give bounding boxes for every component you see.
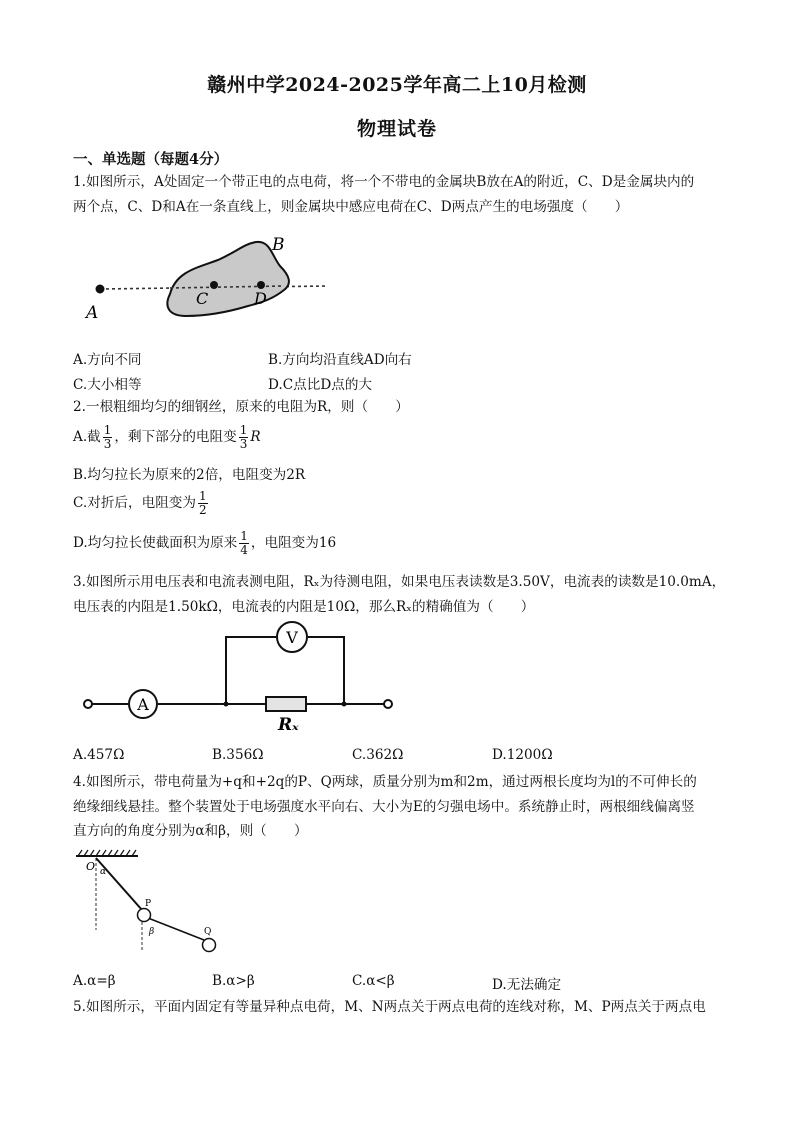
q4-stem-line2: 绝缘细线悬挂。整个装置处于电场强度水平向右、大小为E的匀强电场中。系统静止时，两根细线偏离竖 xyxy=(73,799,695,815)
q1-stem-line1: 1.如图所示，A处固定一个带正电的点电荷，将一个不带电的金属块B放在A的附近，C、D是金属块内的 xyxy=(73,174,695,190)
q4-option-b: B.α>β xyxy=(212,973,255,989)
q3-option-b: B.356Ω xyxy=(212,747,264,763)
q3-option-d: D.1200Ω xyxy=(492,747,553,763)
q1-figure xyxy=(78,228,338,328)
q2-option-a xyxy=(73,424,261,451)
q1-option-a: A.方向不同 xyxy=(73,352,142,368)
resistor-rx xyxy=(266,697,306,711)
wire-voltmeter-left xyxy=(226,637,276,704)
q2-option-c xyxy=(73,490,210,517)
q2-option-a-pre: A.截 xyxy=(73,429,101,445)
q2-option-d xyxy=(73,530,336,557)
page-subtitle: 物理试卷 xyxy=(356,118,437,140)
label-q: Q xyxy=(204,927,212,937)
q2-stem: 2.一根粗细均匀的细钢丝，原来的电阻为R，则（ ） xyxy=(73,399,409,415)
q4-stem-line3: 直方向的角度分别为α和β，则（ ） xyxy=(73,823,308,839)
q4-option-a: A.α=β xyxy=(73,973,116,989)
fraction-one-half: $\frac{1}{2}$ xyxy=(199,489,207,517)
point-c xyxy=(210,281,218,289)
q2-option-d-pre: D.均匀拉长使截面积为原来 xyxy=(73,535,238,551)
thread-op xyxy=(96,858,142,910)
q3-circuit-figure xyxy=(76,615,396,740)
label-c: C xyxy=(196,289,209,308)
point-d xyxy=(257,281,265,289)
ball-q xyxy=(203,939,216,952)
thread-pq xyxy=(148,918,204,940)
section-heading: 一、单选题（每题4分） xyxy=(73,151,229,168)
label-beta: β xyxy=(149,927,155,937)
q4-pendulum-figure xyxy=(70,848,230,960)
q2-option-d-post: ，电阻变为16 xyxy=(250,535,337,551)
terminal-right xyxy=(384,700,392,708)
q2-option-b: B.均匀拉长为原来的2倍，电阻变为2R xyxy=(73,467,306,483)
q1-option-c: C.大小相等 xyxy=(73,377,142,393)
q3-stem-line2: 电压表的内阻是1.50kΩ，电流表的内阻是10Ω，那么Rₓ的精确值为（ ） xyxy=(73,599,535,615)
page-title: 赣州中学2024-2025学年高二上10月检测 xyxy=(207,74,587,96)
q5-stem-line1: 5.如图所示，平面内固定有等量异种点电荷，M、N两点关于两点电荷的连线对称，M、P两点关于两点电 xyxy=(73,999,706,1015)
label-d: D xyxy=(254,289,267,308)
fraction-one-quarter: $\frac{1}{4}$ xyxy=(240,529,248,557)
point-charge-a xyxy=(96,285,105,294)
junction-right xyxy=(342,702,347,707)
wire-voltmeter-right xyxy=(308,637,344,704)
q3-stem-line1: 3.如图所示用电压表和电流表测电阻，Rₓ为待测电阻，如果电压表读数是3.50V，电流表的读数是10.0mA， xyxy=(73,574,726,590)
q2-option-a-post: R xyxy=(250,429,261,445)
q3-option-a: A.457Ω xyxy=(73,747,125,763)
label-p: P xyxy=(145,899,152,909)
q4-option-c: C.α<β xyxy=(352,973,395,989)
ammeter-label: A xyxy=(137,695,149,714)
q1-option-b: B.方向均沿直线AD向右 xyxy=(268,352,412,368)
resistor-label: Rₓ xyxy=(278,715,299,735)
label-a: A xyxy=(86,303,99,323)
label-b: B xyxy=(272,235,285,255)
q3-option-c: C.362Ω xyxy=(352,747,404,763)
junction-left xyxy=(224,702,229,707)
q1-option-d: D.C点比D点的大 xyxy=(268,377,373,393)
q4-option-d: D.无法确定 xyxy=(492,977,562,993)
terminal-left xyxy=(84,700,92,708)
fraction-one-third-b: $\frac{1}{3}$ xyxy=(239,423,248,451)
label-o: O xyxy=(86,860,96,873)
q4-stem-line1: 4.如图所示，带电荷量为+q和+2q的P、Q两球，质量分别为m和2m，通过两根长度均为l的不可伸长的 xyxy=(73,774,697,790)
q2-option-c-pre: C.对折后，电阻变为 xyxy=(73,495,196,511)
q2-option-a-mid: ，剩下部分的电阻变 xyxy=(114,429,237,445)
ball-p xyxy=(138,909,151,922)
q1-stem-line2: 两个点，C、D和A在一条直线上，则金属块中感应电荷在C、D两点产生的电场强度（ ） xyxy=(73,199,629,215)
metal-block-b xyxy=(167,242,289,316)
voltmeter-label: V xyxy=(286,628,298,647)
label-alpha: α xyxy=(100,867,107,877)
fraction-one-third: $\frac{1}{3}$ xyxy=(103,423,112,451)
